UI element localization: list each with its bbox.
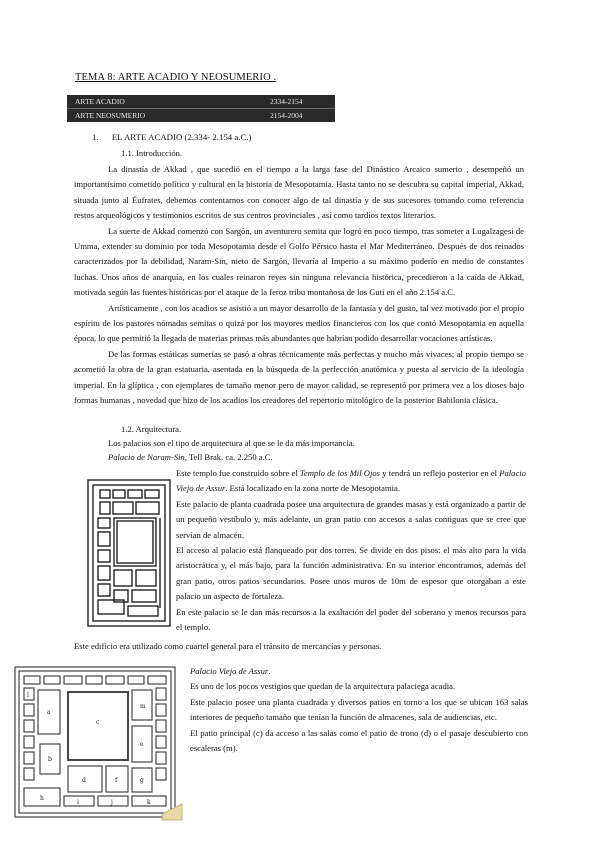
text-run: y tendrá un reflejo posterior en el bbox=[380, 468, 500, 478]
paragraph: Artísticamente , con los acadios se asistió a un mayor desarrollo de la fantasía y del gusto, tal vez motivado por el propio espíritu de los pastores nómadas semitas o quizá por los mayores medios financieros con los que contó Mesopotamia en aquella época, lo que permitió la llegada de materias primas más abundantes que habrían podido desarrollar vocaciones artísticas. bbox=[74, 302, 524, 344]
assur-palace-plan bbox=[12, 664, 184, 822]
naram-sin-palace-plan bbox=[86, 478, 172, 628]
paragraph: La suerte de Akkad comenzó con Sargón, un aventurero semita que logró en poco tiempo, tras someter a Lugalzagesi de Umma, extender su dominio por toda Mesopotamia desde el Golfo Pérsico hasta el Mar Mediterráneo. Después de dos reinados caracterizados por la debilidad, Naram-Sin, nieto de Sargón, llevaría al Imperio a su máximo poderío en medio de constantes luchas. Unos años de anarquía, en los cuales reinaron reyes sin ninguna relevancia histórica, precedieron a la caída de Akkad, motivada según las fuentes históricas por el ataque de la feroz tribu montañosa de los Guti en el año 2.154 a.C. bbox=[74, 225, 524, 298]
plan-label-i: i bbox=[77, 799, 79, 806]
paragraph: El patio principal (c) da acceso a las salas como el patio de trono (d) o el pasaje descubierto con escaleras (m). bbox=[190, 727, 528, 754]
usage-note: Este edificio era utilizado como cuartel general para el tránsito de mercancías y personas. bbox=[74, 641, 382, 651]
period-table bbox=[67, 95, 335, 122]
plan-label-a: a bbox=[47, 709, 51, 716]
period-row bbox=[67, 95, 335, 108]
palace-location: , Tell Brak. ca. 2.250 a.C. bbox=[184, 452, 273, 462]
paragraph: De las formas estáticas sumerias se pasó a obras técnicamente más perfectas y mucho más vivaces; al propio tiempo se acometió la obra de la gran estatuaria, asentada en la búsqueda de la perfección anatómica y puesta al servicio de la ideología imperial. En la glíptica , con ejemplares de tamaño menor pero de mayor calidad, se representó por primera vez a los dioses bajo formas humanas , novedad que hizo de los acadios los creadores del repertorio mitológico de la posterior Babilonia clásica. bbox=[74, 348, 524, 406]
paragraph: La dinastía de Akkad , que sucedió en el tiempo a la larga fase del Dinástico Arcaico sumerio , desempeñó un importantísimo cometido político y cultural en la historia de Mesopotamia. Hasta tanto no se descubra su capital imperial, Akkad, situada junto al Éufrates, debemos contentarnos con conocer algo de tal dinastía y de sus sucesores tomando como referencia restos arqueológicos y testimonios escritos de sus centros provinciales , así como tardíos textos literarios. bbox=[74, 164, 524, 221]
naram-sin-description bbox=[176, 466, 526, 635]
subsection-heading-architecture: 1.2. Arquitectura. bbox=[121, 424, 182, 434]
text-run-italic: Palacio Viejo de Assur bbox=[176, 468, 526, 494]
palace-name-text: Palacio Viejo de Assur bbox=[190, 666, 269, 676]
plan-label-d: d bbox=[82, 777, 86, 784]
text-run: . Está localizado en la zona norte de Mesopotamia. bbox=[225, 483, 401, 494]
paragraph: Este palacio posee una planta cuadrada y diversos patios en torno a los que se ubican 163 salas interiores de pequeño tamaño que tenían la función de almacenes, sala de audiencias, etc. bbox=[190, 696, 528, 723]
subsection-heading-intro: 1.1. Introducción. bbox=[121, 148, 183, 158]
palace-caption bbox=[108, 452, 273, 462]
intro-text bbox=[74, 162, 524, 409]
plan-label-h: h bbox=[40, 795, 44, 802]
paragraph: Este palacio de planta cuadrada posee una arquitectura de grandes masas y está organizado a partir de un pequeño vestíbulo y, más adelante, un gran patio con accesos a salas contiguas que se cree que servían de almacén. bbox=[176, 498, 526, 540]
section-number: 1. bbox=[92, 132, 99, 142]
assur-description bbox=[190, 664, 528, 756]
plan-label-e: e bbox=[140, 741, 144, 748]
period-name: ARTE NEOSUMERIO bbox=[75, 111, 146, 120]
paragraph bbox=[176, 466, 526, 497]
plan-label-c: c bbox=[96, 719, 100, 726]
palace-name: Palacio de Naram-Sin bbox=[108, 452, 185, 462]
plan-label-g: g bbox=[140, 777, 144, 784]
period-name: ARTE ACADIO bbox=[75, 97, 125, 106]
palace-name: Palacio Viejo de Assur. bbox=[190, 666, 271, 676]
plan-label-k: k bbox=[147, 799, 151, 806]
page-title: TEMA 8: ARTE ACADIO Y NEOSUMERIO . bbox=[75, 72, 277, 83]
paragraph: En este palacio se le dan más recursos a la exaltación del poder del soberano y menos recursos para el templo. bbox=[176, 606, 526, 633]
period-dates: 2154-2004 bbox=[270, 111, 303, 120]
text-run-italic: Templo de los Mil Ojos bbox=[299, 468, 381, 478]
architecture-intro: Los palacios son el tipo de arquitectura al que se le da más importancia. bbox=[108, 438, 355, 448]
plan-label-m: m bbox=[140, 703, 146, 710]
period-dates: 2334-2154 bbox=[270, 97, 303, 106]
paragraph: Es uno de los pocos vestigios que quedan de la arquitectura palaciega acadia. bbox=[190, 681, 456, 692]
paragraph: El acceso al palacio está flanqueado por dos torres. Se divide en dos pisos: el más alto para la vida aristocrática y, el más bajo, para la función administrativa. En su interior encontramos, además del gran patio, otros patios secundarios. Posee unos muros de 10m de espesor que otorgaban a este palacio un aspecto de fortaleza. bbox=[176, 545, 526, 602]
plan-label-f: f bbox=[115, 777, 118, 784]
text-run: Este templo fue construido sobre el bbox=[176, 468, 300, 478]
section-title: EL ARTE ACADIO (2.334- 2.154 a.C.) bbox=[111, 132, 252, 142]
plan-label-l: l bbox=[27, 692, 29, 699]
plan-label-j: j bbox=[111, 799, 113, 806]
period-row bbox=[67, 108, 335, 122]
plan-label-b: b bbox=[48, 756, 52, 763]
section-heading bbox=[92, 132, 251, 142]
